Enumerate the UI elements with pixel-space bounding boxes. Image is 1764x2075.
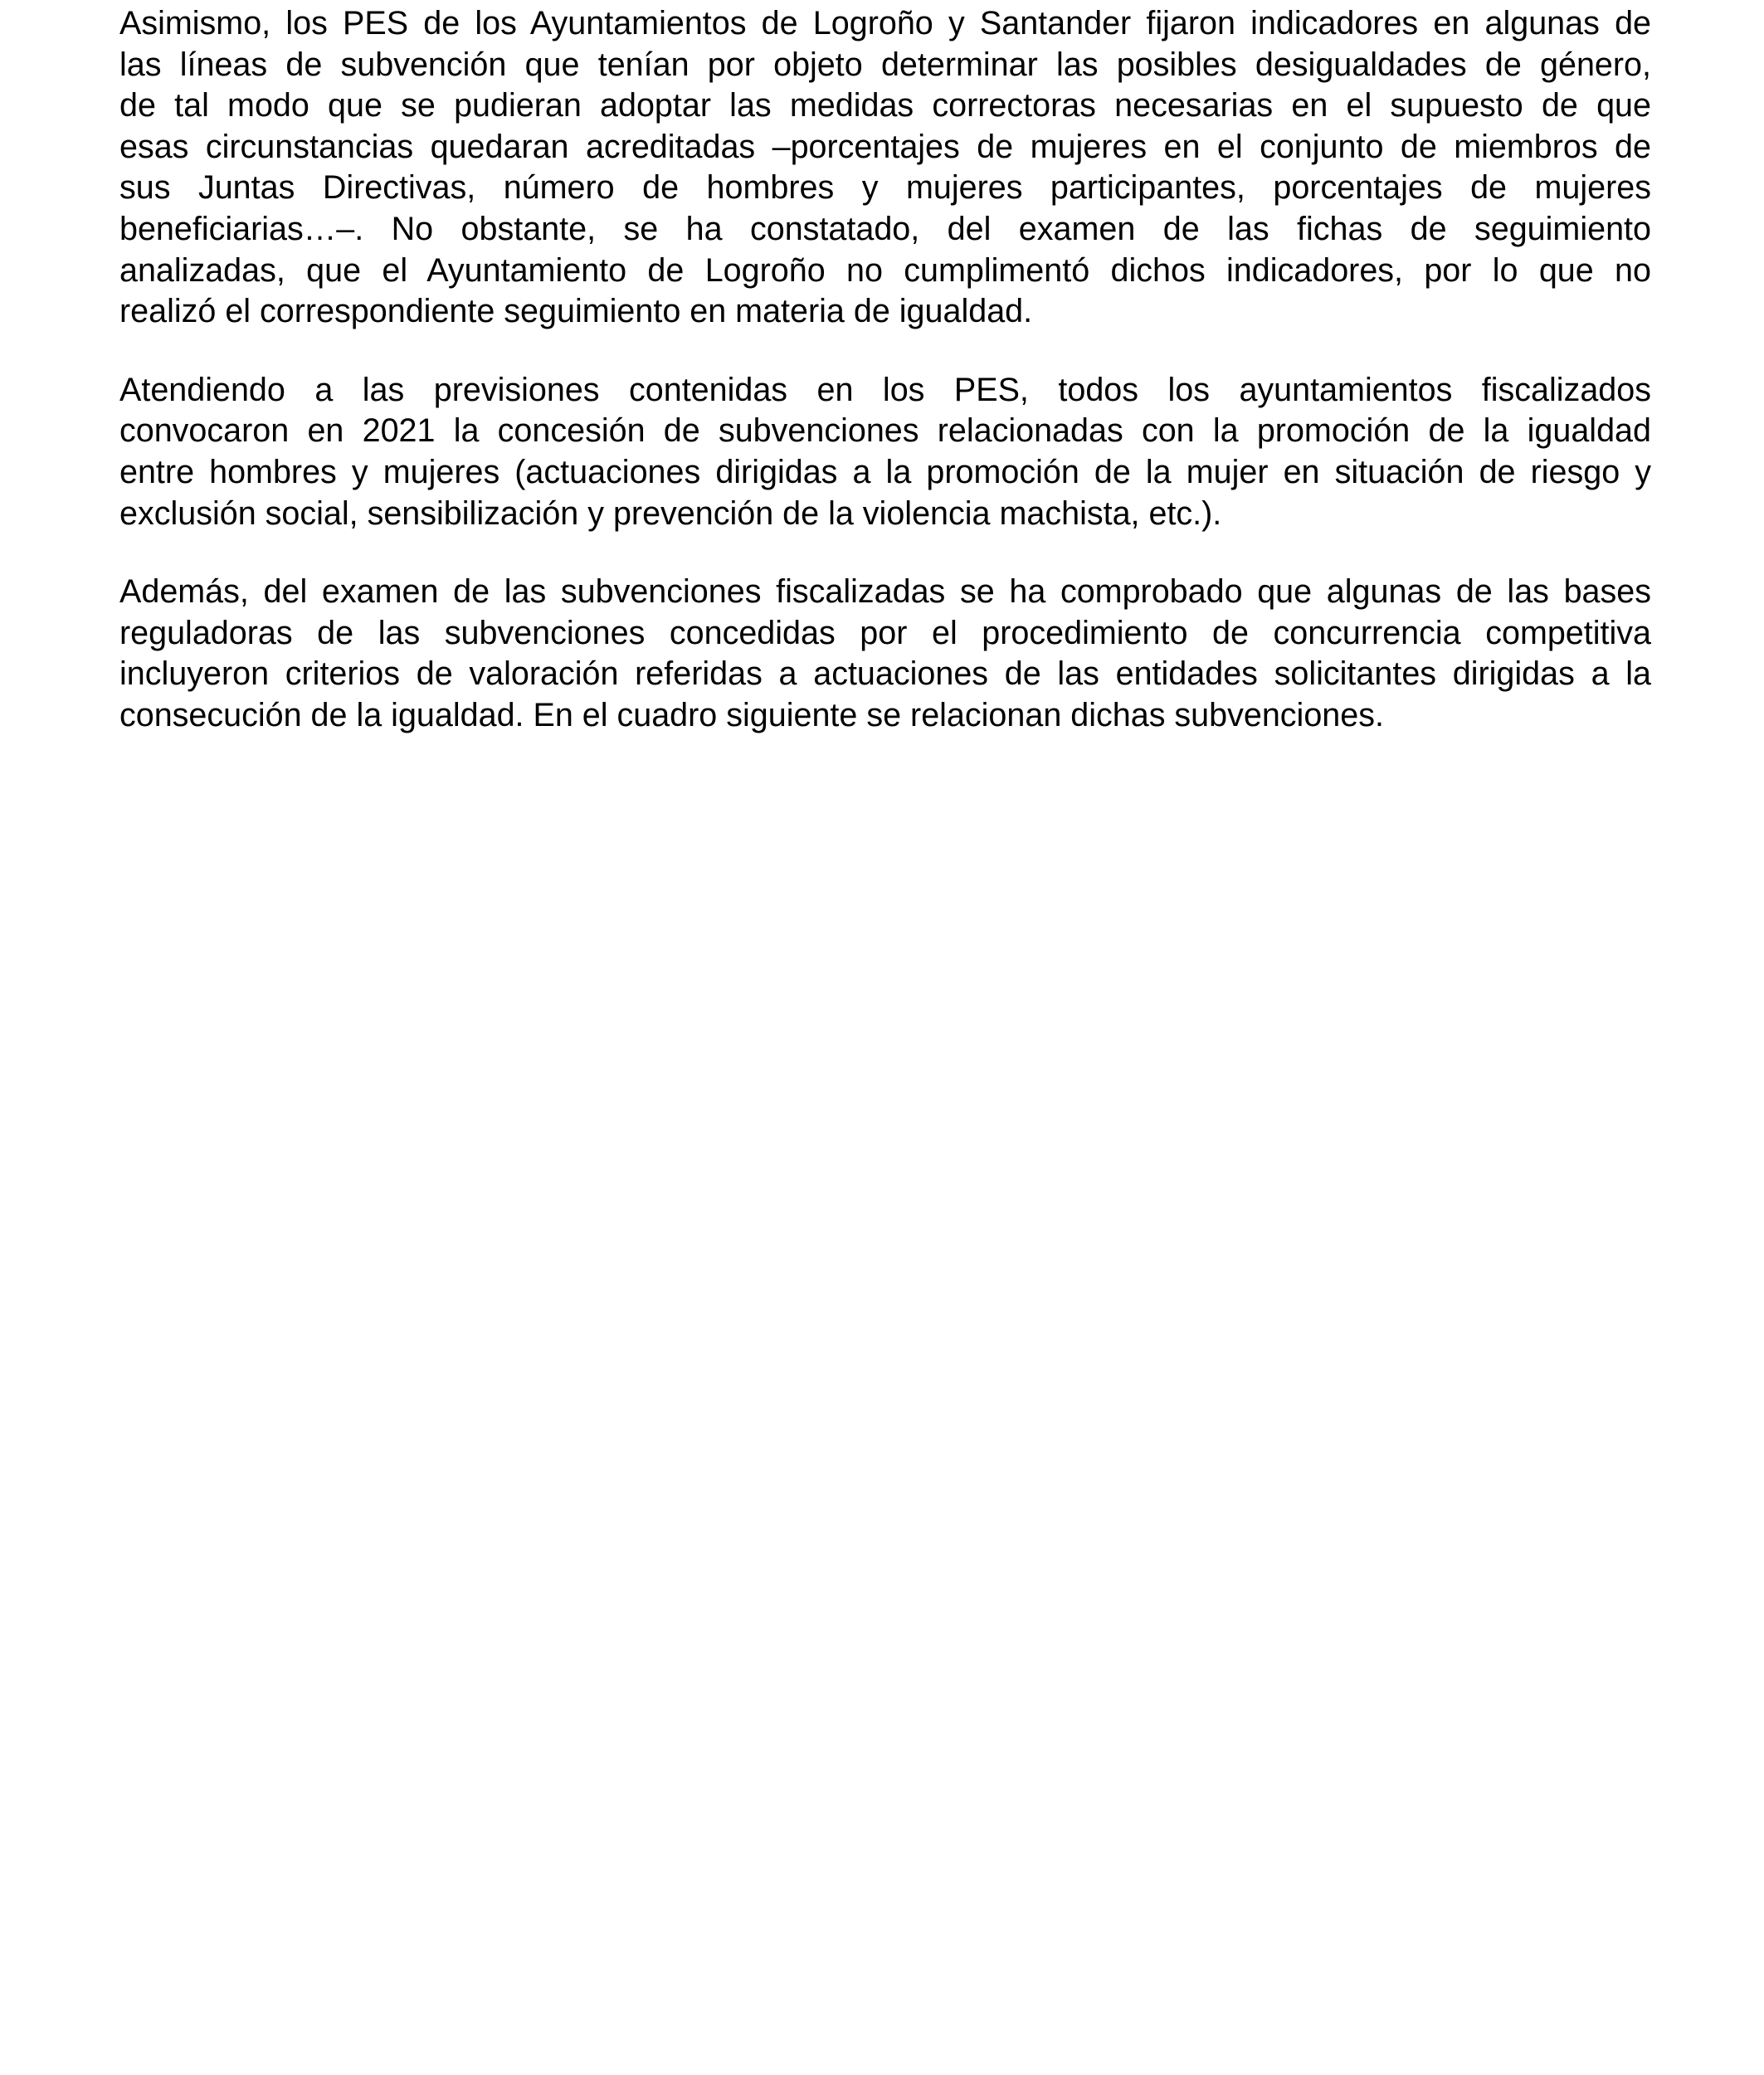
text-line: las líneas de subvención que tenían por objeto determinar las posibles desigualdades de género, [119,46,1651,83]
text-line: exclusión social, sensibilización y prevención de la violencia machista, etc.). [119,494,1222,532]
document-body [119,3,1651,774]
text-line: consecución de la igualdad. En el cuadro siguiente se relacionan dichas subvenciones. [119,696,1384,733]
text-line: Atendiendo a las previsiones contenidas en los PES, todos los ayuntamientos fiscalizados [119,371,1651,408]
text-line: incluyeron criterios de valoración referidas a actuaciones de las entidades solicitantes dirigidas a la [119,655,1651,693]
text-line: entre hombres y mujeres (actuaciones dirigidas a la promoción de la mujer en situación de riesgo y [119,453,1651,490]
text-line: sus Juntas Directivas, número de hombres y mujeres participantes, porcentajes de mujeres [119,169,1651,207]
text-line: realizó el correspondiente seguimiento en materia de igualdad. [119,293,1033,330]
text-line: Además, del examen de las subvenciones fiscalizadas se ha comprobado que algunas de las bases [119,573,1651,611]
text-line: de tal modo que se pudieran adoptar las medidas correctoras necesarias en el supuesto de que [119,87,1651,124]
text-line: reguladoras de las subvenciones concedidas por el procedimiento de concurrencia competitiva [119,614,1651,651]
paragraph [119,572,1651,736]
text-line: analizadas, que el Ayuntamiento de Logroño no cumplimentó dichos indicadores, por lo que no [119,251,1651,289]
paragraph [119,3,1651,333]
text-line: beneficiarias…–. No obstante, se ha constatado, del examen de las fichas de seguimiento [119,210,1651,247]
paragraph [119,370,1651,534]
text-line: Asimismo, los PES de los Ayuntamientos de Logroño y Santander fijaron indicadores en algunas de [119,5,1651,41]
text-line: esas circunstancias quedaran acreditadas –porcentajes de mujeres en el conjunto de miembros de [119,128,1651,165]
text-line: convocaron en 2021 la concesión de subvenciones relacionadas con la promoción de la igualdad [119,412,1651,450]
